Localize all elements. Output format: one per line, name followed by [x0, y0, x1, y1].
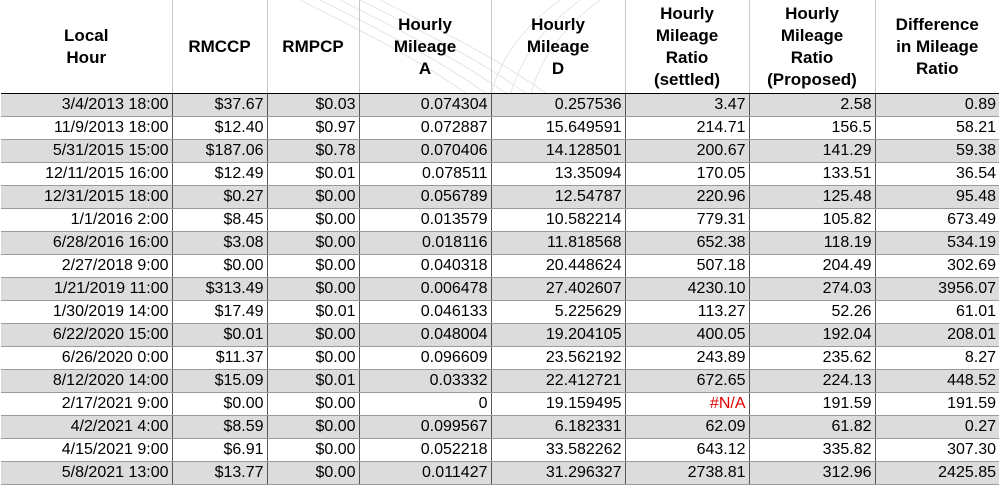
cell-difference-in-mileage-ratio: 302.69	[875, 255, 999, 278]
cell-local-hour: 1/1/2016 2:00	[1, 209, 172, 232]
cell-mileage-ratio-proposed: 235.62	[749, 347, 875, 370]
cell-difference-in-mileage-ratio: 448.52	[875, 370, 999, 393]
cell-mileage-ratio-proposed: 156.5	[749, 117, 875, 140]
cell-rmccp: $15.09	[172, 370, 267, 393]
cell-mileage-ratio-proposed: 61.82	[749, 416, 875, 439]
cell-hourly-mileage-d: 23.562192	[491, 347, 625, 370]
cell-hourly-mileage-d: 19.204105	[491, 324, 625, 347]
cell-rmccp: $0.00	[172, 255, 267, 278]
header-mileage-ratio-proposed: Hourly Mileage Ratio (Proposed)	[749, 0, 875, 94]
cell-difference-in-mileage-ratio: 2425.85	[875, 462, 999, 485]
cell-mileage-ratio-proposed: 105.82	[749, 209, 875, 232]
cell-local-hour: 12/11/2015 16:00	[1, 163, 172, 186]
cell-mileage-ratio-settled: 643.12	[625, 439, 749, 462]
cell-mileage-ratio-settled: 62.09	[625, 416, 749, 439]
table-row	[1, 370, 999, 393]
cell-difference-in-mileage-ratio: 58.21	[875, 117, 999, 140]
cell-rmpcp: $0.00	[267, 416, 359, 439]
cell-mileage-ratio-settled: 220.96	[625, 186, 749, 209]
cell-hourly-mileage-a: 0.072887	[359, 117, 491, 140]
cell-difference-in-mileage-ratio: 0.27	[875, 416, 999, 439]
cell-rmpcp: $0.00	[267, 232, 359, 255]
header-mileage-ratio-settled: Hourly Mileage Ratio (settled)	[625, 0, 749, 94]
cell-mileage-ratio-proposed: 274.03	[749, 278, 875, 301]
cell-rmpcp: $0.00	[267, 393, 359, 416]
cell-local-hour: 3/4/2013 18:00	[1, 94, 172, 117]
cell-mileage-ratio-settled: 4230.10	[625, 278, 749, 301]
cell-mileage-ratio-settled: 113.27	[625, 301, 749, 324]
cell-hourly-mileage-d: 31.296327	[491, 462, 625, 485]
cell-rmpcp: $0.00	[267, 209, 359, 232]
cell-rmpcp: $0.00	[267, 324, 359, 347]
cell-local-hour: 1/21/2019 11:00	[1, 278, 172, 301]
cell-rmpcp: $0.97	[267, 117, 359, 140]
cell-mileage-ratio-settled: #N/A	[625, 393, 749, 416]
cell-rmpcp: $0.00	[267, 278, 359, 301]
cell-rmpcp: $0.01	[267, 301, 359, 324]
cell-mileage-ratio-settled: 2738.81	[625, 462, 749, 485]
table-row	[1, 324, 999, 347]
cell-difference-in-mileage-ratio: 307.30	[875, 439, 999, 462]
table-row	[1, 462, 999, 485]
cell-mileage-ratio-settled: 400.05	[625, 324, 749, 347]
cell-difference-in-mileage-ratio: 8.27	[875, 347, 999, 370]
header-difference-in-mileage-ratio: Difference in Mileage Ratio	[875, 0, 999, 94]
cell-rmpcp: $0.00	[267, 439, 359, 462]
cell-mileage-ratio-proposed: 141.29	[749, 140, 875, 163]
cell-local-hour: 5/31/2015 15:00	[1, 140, 172, 163]
cell-rmccp: $313.49	[172, 278, 267, 301]
table-row	[1, 140, 999, 163]
cell-hourly-mileage-d: 20.448624	[491, 255, 625, 278]
cell-hourly-mileage-d: 15.649591	[491, 117, 625, 140]
cell-hourly-mileage-d: 6.182331	[491, 416, 625, 439]
table-row	[1, 439, 999, 462]
table-row	[1, 163, 999, 186]
cell-rmccp: $12.49	[172, 163, 267, 186]
header-rmpcp: RMPCP	[267, 0, 359, 94]
table-row	[1, 232, 999, 255]
cell-hourly-mileage-a: 0.078511	[359, 163, 491, 186]
header-hourly-mileage-a: Hourly Mileage A	[359, 0, 491, 94]
cell-hourly-mileage-a: 0.074304	[359, 94, 491, 117]
header-hourly-mileage-d: Hourly Mileage D	[491, 0, 625, 94]
cell-difference-in-mileage-ratio: 95.48	[875, 186, 999, 209]
cell-hourly-mileage-a: 0.006478	[359, 278, 491, 301]
cell-hourly-mileage-d: 5.225629	[491, 301, 625, 324]
cell-local-hour: 4/2/2021 4:00	[1, 416, 172, 439]
cell-mileage-ratio-settled: 507.18	[625, 255, 749, 278]
cell-rmpcp: $0.00	[267, 347, 359, 370]
cell-mileage-ratio-settled: 214.71	[625, 117, 749, 140]
cell-rmpcp: $0.01	[267, 163, 359, 186]
cell-local-hour: 5/8/2021 13:00	[1, 462, 172, 485]
cell-hourly-mileage-d: 19.159495	[491, 393, 625, 416]
cell-hourly-mileage-d: 10.582214	[491, 209, 625, 232]
cell-mileage-ratio-proposed: 224.13	[749, 370, 875, 393]
cell-hourly-mileage-a: 0.056789	[359, 186, 491, 209]
cell-hourly-mileage-a: 0.018116	[359, 232, 491, 255]
cell-hourly-mileage-a: 0.052218	[359, 439, 491, 462]
cell-local-hour: 1/30/2019 14:00	[1, 301, 172, 324]
cell-rmpcp: $0.00	[267, 462, 359, 485]
cell-hourly-mileage-a: 0.03332	[359, 370, 491, 393]
cell-difference-in-mileage-ratio: 59.38	[875, 140, 999, 163]
cell-rmccp: $11.37	[172, 347, 267, 370]
cell-rmpcp: $0.78	[267, 140, 359, 163]
header-local-hour: Local Hour	[1, 0, 172, 94]
table-row	[1, 347, 999, 370]
cell-hourly-mileage-d: 11.818568	[491, 232, 625, 255]
cell-local-hour: 4/15/2021 9:00	[1, 439, 172, 462]
cell-local-hour: 12/31/2015 18:00	[1, 186, 172, 209]
cell-hourly-mileage-a: 0.013579	[359, 209, 491, 232]
cell-local-hour: 6/22/2020 15:00	[1, 324, 172, 347]
table-row	[1, 209, 999, 232]
table-body	[1, 94, 999, 485]
cell-hourly-mileage-d: 22.412721	[491, 370, 625, 393]
cell-mileage-ratio-proposed: 133.51	[749, 163, 875, 186]
table-row	[1, 186, 999, 209]
cell-rmccp: $13.77	[172, 462, 267, 485]
mileage-ratio-table	[1, 0, 999, 485]
cell-hourly-mileage-a: 0.070406	[359, 140, 491, 163]
cell-mileage-ratio-settled: 652.38	[625, 232, 749, 255]
cell-rmpcp: $0.00	[267, 255, 359, 278]
cell-hourly-mileage-a: 0.099567	[359, 416, 491, 439]
cell-hourly-mileage-d: 14.128501	[491, 140, 625, 163]
cell-local-hour: 2/17/2021 9:00	[1, 393, 172, 416]
cell-mileage-ratio-settled: 3.47	[625, 94, 749, 117]
cell-rmccp: $37.67	[172, 94, 267, 117]
cell-local-hour: 6/26/2020 0:00	[1, 347, 172, 370]
cell-local-hour: 8/12/2020 14:00	[1, 370, 172, 393]
cell-rmccp: $0.27	[172, 186, 267, 209]
cell-mileage-ratio-settled: 243.89	[625, 347, 749, 370]
cell-mileage-ratio-proposed: 52.26	[749, 301, 875, 324]
table-row	[1, 301, 999, 324]
cell-mileage-ratio-proposed: 335.82	[749, 439, 875, 462]
cell-mileage-ratio-proposed: 192.04	[749, 324, 875, 347]
cell-difference-in-mileage-ratio: 3956.07	[875, 278, 999, 301]
table-row	[1, 278, 999, 301]
header-rmccp: RMCCP	[172, 0, 267, 94]
cell-rmccp: $8.59	[172, 416, 267, 439]
cell-mileage-ratio-settled: 672.65	[625, 370, 749, 393]
cell-mileage-ratio-proposed: 118.19	[749, 232, 875, 255]
cell-local-hour: 6/28/2016 16:00	[1, 232, 172, 255]
table-row	[1, 393, 999, 416]
cell-mileage-ratio-proposed: 204.49	[749, 255, 875, 278]
cell-mileage-ratio-proposed: 2.58	[749, 94, 875, 117]
cell-local-hour: 11/9/2013 18:00	[1, 117, 172, 140]
cell-rmpcp: $0.03	[267, 94, 359, 117]
cell-difference-in-mileage-ratio: 36.54	[875, 163, 999, 186]
cell-mileage-ratio-settled: 779.31	[625, 209, 749, 232]
table-row	[1, 255, 999, 278]
cell-rmccp: $187.06	[172, 140, 267, 163]
table-row	[1, 117, 999, 140]
cell-mileage-ratio-proposed: 312.96	[749, 462, 875, 485]
cell-difference-in-mileage-ratio: 208.01	[875, 324, 999, 347]
cell-mileage-ratio-proposed: 191.59	[749, 393, 875, 416]
cell-hourly-mileage-a: 0.040318	[359, 255, 491, 278]
cell-rmccp: $3.08	[172, 232, 267, 255]
cell-local-hour: 2/27/2018 9:00	[1, 255, 172, 278]
cell-rmccp: $0.00	[172, 393, 267, 416]
cell-rmpcp: $0.00	[267, 186, 359, 209]
table-row	[1, 416, 999, 439]
cell-hourly-mileage-d: 27.402607	[491, 278, 625, 301]
cell-mileage-ratio-settled: 200.67	[625, 140, 749, 163]
cell-rmccp: $8.45	[172, 209, 267, 232]
cell-rmccp: $0.01	[172, 324, 267, 347]
cell-hourly-mileage-a: 0.096609	[359, 347, 491, 370]
cell-difference-in-mileage-ratio: 191.59	[875, 393, 999, 416]
cell-rmccp: $12.40	[172, 117, 267, 140]
cell-hourly-mileage-d: 12.54787	[491, 186, 625, 209]
cell-mileage-ratio-settled: 170.05	[625, 163, 749, 186]
cell-hourly-mileage-d: 13.35094	[491, 163, 625, 186]
cell-hourly-mileage-a: 0	[359, 393, 491, 416]
cell-rmpcp: $0.01	[267, 370, 359, 393]
cell-mileage-ratio-proposed: 125.48	[749, 186, 875, 209]
table-header-row	[1, 0, 999, 94]
table-row	[1, 94, 999, 117]
cell-hourly-mileage-a: 0.011427	[359, 462, 491, 485]
cell-hourly-mileage-d: 0.257536	[491, 94, 625, 117]
cell-difference-in-mileage-ratio: 534.19	[875, 232, 999, 255]
cell-hourly-mileage-a: 0.048004	[359, 324, 491, 347]
cell-hourly-mileage-d: 33.582262	[491, 439, 625, 462]
cell-rmccp: $17.49	[172, 301, 267, 324]
cell-rmccp: $6.91	[172, 439, 267, 462]
cell-hourly-mileage-a: 0.046133	[359, 301, 491, 324]
cell-difference-in-mileage-ratio: 61.01	[875, 301, 999, 324]
cell-difference-in-mileage-ratio: 0.89	[875, 94, 999, 117]
cell-difference-in-mileage-ratio: 673.49	[875, 209, 999, 232]
